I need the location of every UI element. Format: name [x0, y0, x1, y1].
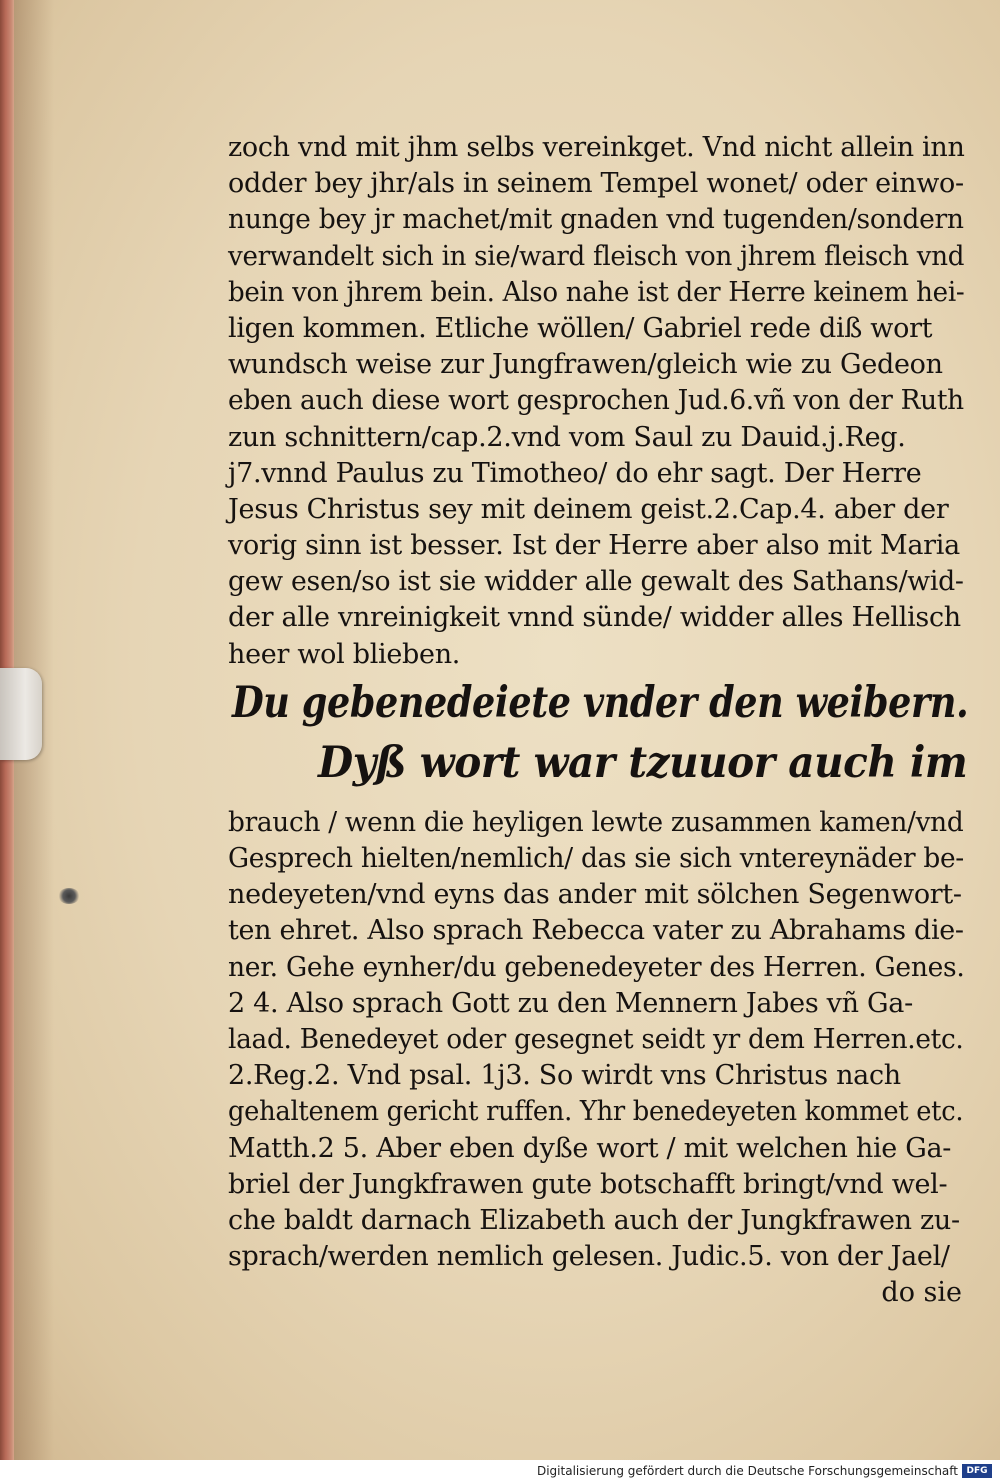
text-line: Jesus Christus sey mit deinem geist.2.Cap.4. aber der	[228, 493, 949, 525]
text-line: laad. Benedeyet oder gesegnet seidt yr dem Herren.etc.	[228, 1023, 964, 1055]
text-line: che baldt darnach Elizabeth auch der Jungkfrawen zu-	[228, 1204, 960, 1236]
text-line: der alle vnreinigkeit vnnd sünde/ widder alles Hellisch	[228, 602, 961, 634]
text-line: ten ehret. Also sprach Rebecca vater zu Abrahams die-	[228, 915, 964, 947]
text-line: zoch vnd mit jhm selbs vereinkget. Vnd nicht allein inn	[228, 132, 965, 163]
text-line: odder bey jhr/als in seinem Tempel wonet/ oder einwo-	[228, 168, 964, 200]
upper-paragraph	[228, 130, 968, 673]
text-line: 2 4. Also sprach Gott zu den Mennern Jabes vñ Ga-	[228, 987, 913, 1019]
text-line: wundsch weise zur Jungfrawen/gleich wie zu Gedeon	[228, 349, 943, 381]
text-line: ner. Gehe eynher/du gebenedeyeter des Herren. Genes.	[228, 951, 965, 983]
text-line: gehaltenem gericht ruffen. Yhr benedeyeten kommet etc.	[228, 1096, 964, 1128]
text-line: brauch / wenn die heyligen lewte zusammen kamen/vnd	[228, 806, 964, 838]
text-line: gew esen/so ist sie widder alle gewalt des Sathans/wid-	[228, 566, 964, 598]
text-line: eben auch diese wort gesprochen Jud.6.vñ von der Ruth	[228, 385, 964, 417]
text-line: zun schnittern/cap.2.vnd vom Saul zu Dauid.j.Reg.	[228, 421, 906, 453]
text-line: nedeyeten/vnd eyns das ander mit sölchen Segenwort-	[228, 879, 962, 911]
text-line: heer wol blieben.	[228, 638, 461, 670]
section-heading: Du gebenedeiete vnder den weibern.	[232, 677, 969, 728]
funding-credit: Digitalisierung gefördert durch die Deutsche Forschungsgemeinschaft	[536, 1464, 958, 1478]
text-line: verwandelt sich in sie/ward fleisch von jhrem fleisch vnd	[228, 240, 965, 272]
dfg-logo: DFG	[962, 1464, 992, 1478]
lower-paragraph	[228, 805, 968, 1275]
text-line: vorig sinn ist besser. Ist der Herre aber also mit Maria	[228, 530, 960, 562]
text-line: bein von jhrem bein. Also nahe ist der Herre keinem hei-	[228, 276, 965, 308]
text-line: j7.vnnd Paulus zu Timotheo/ do ehr sagt. Der Herre	[228, 457, 922, 489]
initial-heading-line: Dyß wort war tzuuor auch im	[318, 737, 968, 788]
text-line: Gesprech hielten/nemlich/ das sie sich vntereynäder be-	[228, 843, 964, 874]
page-text-block	[228, 130, 968, 1311]
ink-spot	[58, 888, 80, 904]
page-clip	[0, 668, 42, 760]
text-line: Matth.2 5. Aber eben dyße wort / mit welchen hie Ga-	[228, 1132, 952, 1164]
text-line: briel der Jungkfrawen gute botschafft bringt/vnd wel-	[228, 1168, 948, 1200]
text-line: 2.Reg.2. Vnd psal. 1j3. So wirdt vns Christus nach	[228, 1060, 901, 1092]
text-line: sprach/werden nemlich gelesen. Judic.5. von der Jael/	[228, 1241, 950, 1273]
footer-bar	[0, 1460, 1000, 1483]
text-line: nunge bey jr machet/mit gnaden vnd tugenden/sondern	[228, 204, 964, 236]
catchword: do sie	[881, 1277, 962, 1309]
text-line: ligen kommen. Etliche wöllen/ Gabriel rede diß wort	[228, 312, 933, 344]
